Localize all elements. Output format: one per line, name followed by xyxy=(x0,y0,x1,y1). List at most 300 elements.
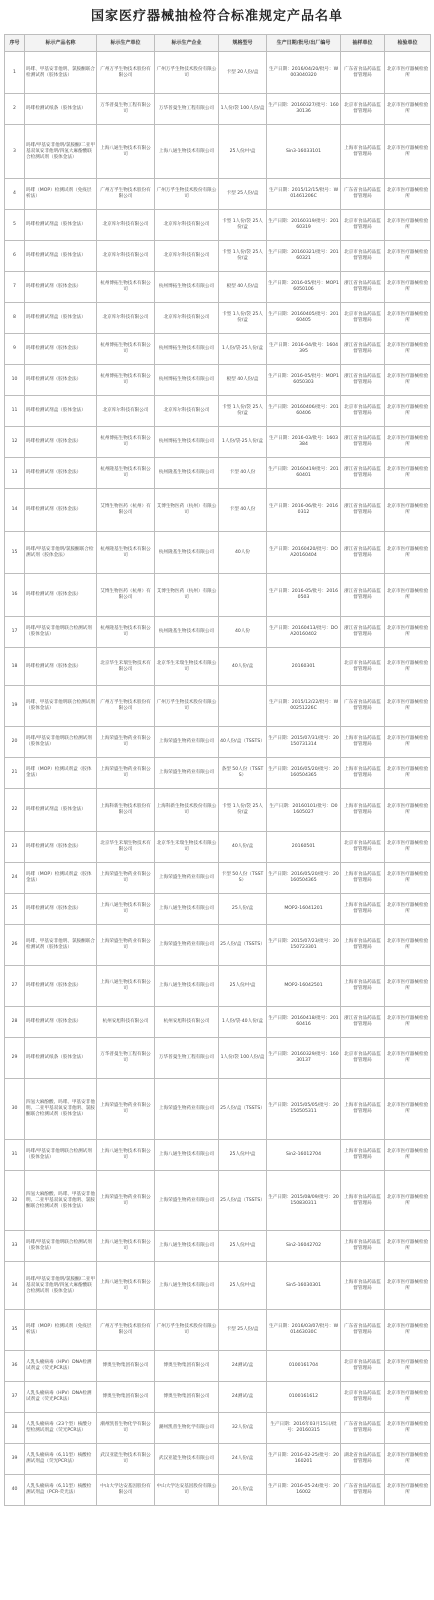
table-cell: 生产日期：2015/08/09/批号：20150830311 xyxy=(267,1171,341,1231)
table-cell: 北京市医疗器械检验所 xyxy=(385,1038,431,1079)
table-cell: 上海八通生物技术有限公司 xyxy=(155,1140,219,1171)
table-cell: 26 xyxy=(5,925,25,966)
table-row xyxy=(5,966,431,1007)
table-cell: 板型 40人份/盒 xyxy=(219,365,267,396)
table-cell: 北京市食品药品监督管理局 xyxy=(341,648,385,686)
table-cell: 北京市医疗器械检验所 xyxy=(385,1079,431,1140)
table-cell: 广东省食品药品监督管理局 xyxy=(341,686,385,727)
table-cell: 北京市医疗器械检验所 xyxy=(385,1007,431,1038)
table-header-row xyxy=(5,35,431,52)
table-cell: 杭州博拓生物技术有限公司 xyxy=(155,334,219,365)
table-cell: 30 xyxy=(5,1079,25,1140)
table-cell: 北京市医疗器械检验所 xyxy=(385,1351,431,1382)
table-cell: 2 xyxy=(5,94,25,125)
table-cell: 博奥生物集团有限公司 xyxy=(97,1351,155,1382)
table-cell: 艾博生物医药（杭州）有限公司 xyxy=(97,489,155,532)
table-cell: 人乳头瘤病毒（6,11型）核酸检测试剂盒（荧光PCR法） xyxy=(25,1444,97,1475)
table-cell: 14 xyxy=(5,489,25,532)
table-cell: 吗啡检测试剂（胶体金法） xyxy=(25,1007,97,1038)
table-cell: 卡型 25人份/盒 xyxy=(219,179,267,210)
table-row xyxy=(5,179,431,210)
table-cell: 上海八通生物技术有限公司 xyxy=(155,894,219,925)
table-cell: 吗啡、甲基安非他明、氯胺酮联合检测试剂（胶体金法） xyxy=(25,52,97,94)
table-cell: 四氢大麻酚酸、吗啡、甲基安非他明、二亚甲基双氧安非他明、氯胺酮联合检测试剂（胶体金法） xyxy=(25,1171,97,1231)
table-cell: 上海科新生物技术股份有限公司 xyxy=(97,789,155,832)
table-cell: 吗啡检测试剂（胶体金法） xyxy=(25,489,97,532)
table-cell: 博奥生物集团有限公司 xyxy=(155,1351,219,1382)
table-cell: 35 xyxy=(5,1310,25,1351)
table-cell: 上海市食品药品监督管理局 xyxy=(341,727,385,758)
table-row xyxy=(5,334,431,365)
header-cell: 标示产品名称 xyxy=(25,35,97,52)
table-cell: 16 xyxy=(5,574,25,617)
table-cell: 浙江省食品药品监督管理局 xyxy=(341,617,385,648)
table-cell: 上海八通生物技术有限公司 xyxy=(97,1140,155,1171)
table-cell: 北京市医疗器械检验所 xyxy=(385,894,431,925)
table-cell: 北京市医疗器械检验所 xyxy=(385,334,431,365)
product-table xyxy=(4,34,431,1506)
table-cell: 上海八通生物技术有限公司 xyxy=(155,1262,219,1310)
table-cell: 武汉亚能生物技术有限公司 xyxy=(155,1444,219,1475)
table-cell: 生产日期：2016-03/批号：1603384 xyxy=(267,427,341,458)
table-cell: 杭州隆基生物技术有限公司 xyxy=(155,458,219,489)
table-cell: 北京华生禾瑞生物技术有限公司 xyxy=(155,648,219,686)
table-cell: 生产日期：20160329/批号：16030137 xyxy=(267,1038,341,1079)
table-cell: 广东省食品药品监督管理局 xyxy=(341,52,385,94)
table-cell: 10 xyxy=(5,365,25,396)
table-row xyxy=(5,758,431,789)
table-cell: 浙江省食品药品监督管理局 xyxy=(341,489,385,532)
table-cell: 上海荣盛生物药业有限公司 xyxy=(155,758,219,789)
table-cell: 杭州隆基生物技术有限公司 xyxy=(97,458,155,489)
table-cell: 北京市医疗器械检验所 xyxy=(385,1310,431,1351)
table-cell: 潮州凯普生物化学有限公司 xyxy=(97,1413,155,1444)
table-cell: 北京市食品药品监督管理局 xyxy=(341,832,385,863)
table-cell: 上海市食品药品监督管理局 xyxy=(341,1079,385,1140)
table-cell: 上海八通生物技术有限公司 xyxy=(155,125,219,179)
table-cell: 上海八通生物技术有限公司 xyxy=(97,1262,155,1310)
table-cell: 上海八通生物技术有限公司 xyxy=(97,1231,155,1262)
table-row xyxy=(5,1475,431,1506)
table-cell: 上海八通生物技术有限公司 xyxy=(97,125,155,179)
table-cell: 吗啡检测试剂（胶体金法） xyxy=(25,427,97,458)
table-cell: 北京库尔科技有限公司 xyxy=(97,396,155,427)
table-cell: 1人份/袋·25人份/盒 xyxy=(219,427,267,458)
table-cell: 北京市医疗器械检验所 xyxy=(385,1444,431,1475)
table-cell: 卡型 1人份/袋 25人份/盒 xyxy=(219,303,267,334)
table-cell: 艾博生物医药（杭州）有限公司 xyxy=(97,574,155,617)
table-cell: 吗啡、甲基安非他明联合检测试剂（胶体金法） xyxy=(25,686,97,727)
table-cell: 上海荣盛生物药业有限公司 xyxy=(155,863,219,894)
header-cell: 生产日期/批号/出厂编号 xyxy=(267,35,341,52)
table-cell: 中山大学达安基因股份有限公司 xyxy=(97,1475,155,1506)
table-cell: 13 xyxy=(5,458,25,489)
table-cell: 吗啡检测试剂（胶体金法） xyxy=(25,458,97,489)
table-cell: 北京市医疗器械检验所 xyxy=(385,489,431,532)
table-cell: 上海八通生物技术有限公司 xyxy=(97,966,155,1007)
table-row xyxy=(5,1231,431,1262)
table-cell: 17 xyxy=(5,617,25,648)
table-cell: 广州万孚生物技术股份有限公司 xyxy=(97,1310,155,1351)
table-cell: 广州万孚生物技术股份有限公司 xyxy=(155,1310,219,1351)
table-cell: 4 xyxy=(5,179,25,210)
table-cell xyxy=(219,574,267,617)
table-cell: 上海荣盛生物药业有限公司 xyxy=(97,1079,155,1140)
table-cell: 万华普曼生物工程有限公司 xyxy=(155,94,219,125)
table-cell: 北京华生禾瑞生物技术有限公司 xyxy=(97,648,155,686)
table-cell: 北京市医疗器械检验所 xyxy=(385,1413,431,1444)
table-cell: 卡型 25人份/盒 xyxy=(219,1310,267,1351)
table-cell: 人乳头瘤病毒（23个型）核酸分型检测试剂盒（荧光PCR法） xyxy=(25,1413,97,1444)
table-cell: 23 xyxy=(5,832,25,863)
table-cell: 北京市食品药品监督管理局 xyxy=(341,210,385,241)
table-cell: 8 xyxy=(5,303,25,334)
table-cell: 浙江省食品药品监督管理局 xyxy=(341,532,385,574)
table-cell: 25人份/中盒 xyxy=(219,1231,267,1262)
table-cell: 北京市医疗器械检验所 xyxy=(385,863,431,894)
table-cell: 北京市医疗器械检验所 xyxy=(385,427,431,458)
table-cell: 艾博生物医药（杭州）有限公司 xyxy=(155,574,219,617)
table-cell: 上海科新生物技术股份有限公司 xyxy=(155,789,219,832)
table-cell: 1 xyxy=(5,52,25,94)
table-row xyxy=(5,832,431,863)
table-row xyxy=(5,648,431,686)
table-cell: 北京市食品药品监督管理局 xyxy=(341,1351,385,1382)
table-cell: 杭州安旭科技有限公司 xyxy=(155,1007,219,1038)
table-cell: 生产日期：2016年03月15日/批号：20160315 xyxy=(267,1413,341,1444)
table-cell: 卡型 20人份/盒 xyxy=(219,52,267,94)
table-cell: 北京市食品药品监督管理局 xyxy=(341,396,385,427)
table-row xyxy=(5,1413,431,1444)
table-cell: 吗啡（MOP）检测试剂（免疫层析法） xyxy=(25,179,97,210)
table-cell: 吗啡/甲基安非他明联合检测试剂（胶体金法） xyxy=(25,1140,97,1171)
table-row xyxy=(5,727,431,758)
table-cell: 9 xyxy=(5,334,25,365)
table-cell: 上海市食品药品监督管理局 xyxy=(341,758,385,789)
table-cell: 1人份/袋·40人份/盒 xyxy=(219,1007,267,1038)
table-cell: 25人份/盒 xyxy=(219,894,267,925)
table-cell: 吗啡（MOP）检测试剂盒（胶体金法） xyxy=(25,758,97,789)
table-cell: 上海荣盛生物药业有限公司 xyxy=(97,758,155,789)
table-cell: MOP2-16042501 xyxy=(267,966,341,1007)
table-cell: 19 xyxy=(5,686,25,727)
table-cell: 北京市医疗器械检验所 xyxy=(385,365,431,396)
table-cell: 北京市医疗器械检验所 xyxy=(385,966,431,1007)
table-row xyxy=(5,532,431,574)
table-cell: 北京市医疗器械检验所 xyxy=(385,1262,431,1310)
table-cell: 广州万孚生物技术股份有限公司 xyxy=(97,686,155,727)
table-cell: 生产日期：2016/05/20/批号：20160504365 xyxy=(267,758,341,789)
table-cell: 广东省食品药品监督管理局 xyxy=(341,179,385,210)
table-cell: 32 xyxy=(5,1171,25,1231)
table-cell: 24测试/盒 xyxy=(219,1351,267,1382)
table-row xyxy=(5,396,431,427)
table-cell: 生产日期：20160319/批号：20160319 xyxy=(267,210,341,241)
table-cell: 20160501 xyxy=(267,832,341,863)
table-cell: 北京库尔科技有限公司 xyxy=(155,396,219,427)
table-cell: 24 xyxy=(5,863,25,894)
table-cell: 浙江省食品药品监督管理局 xyxy=(341,458,385,489)
table-cell: 31 xyxy=(5,1140,25,1171)
table-cell: 北京市医疗器械检验所 xyxy=(385,1140,431,1171)
table-cell: 条型 50人份（TSSTS） xyxy=(219,758,267,789)
table-row xyxy=(5,489,431,532)
table-cell: 上海荣盛生物药业有限公司 xyxy=(155,925,219,966)
table-row xyxy=(5,1351,431,1382)
table-cell: 生产日期：2016/04/20/批号：W003040320 xyxy=(267,52,341,94)
table-cell: 上海市食品药品监督管理局 xyxy=(341,789,385,832)
table-cell: 吗啡检测试剂（胶体金法） xyxy=(25,894,97,925)
table-cell: 北京市医疗器械检验所 xyxy=(385,1382,431,1413)
table-cell: 浙江省食品药品监督管理局 xyxy=(341,334,385,365)
table-cell: 20人份/盒 xyxy=(219,1475,267,1506)
table-cell: 卡型 1人份/袋 25人份/盒 xyxy=(219,241,267,272)
table-cell: 北京库尔科技有限公司 xyxy=(155,303,219,334)
table-cell: 29 xyxy=(5,1038,25,1079)
table-cell: 北京市医疗器械检验所 xyxy=(385,94,431,125)
table-cell: 生产日期：2015/12/22/批号：W00251226C xyxy=(267,686,341,727)
table-cell: 广州万孚生物技术股份有限公司 xyxy=(97,179,155,210)
table-cell: 25人份/中盒 xyxy=(219,1262,267,1310)
table-cell: 生产日期：20160419/批号：20160401 xyxy=(267,458,341,489)
table-cell: 生产日期：20160418/批号：20160416 xyxy=(267,1007,341,1038)
table-row xyxy=(5,125,431,179)
table-cell: 杭州安旭科技有限公司 xyxy=(97,1007,155,1038)
header-cell: 序号 xyxy=(5,35,25,52)
table-cell: 28 xyxy=(5,1007,25,1038)
header-cell: 抽样单位 xyxy=(341,35,385,52)
table-cell: 吗啡检测试剂盒（胶体金法） xyxy=(25,210,97,241)
table-cell: 北京市医疗器械检验所 xyxy=(385,925,431,966)
table-cell: 上海荣盛生物药业有限公司 xyxy=(155,1079,219,1140)
table-cell: 12 xyxy=(5,427,25,458)
table-cell: 广州万孚生物技术股份有限公司 xyxy=(155,52,219,94)
table-cell: 24测试/盒 xyxy=(219,1382,267,1413)
table-cell: 浙江省食品药品监督管理局 xyxy=(341,365,385,396)
table-cell: 北京市食品药品监督管理局 xyxy=(341,1382,385,1413)
table-cell: 北京市医疗器械检验所 xyxy=(385,241,431,272)
table-cell: 北京市食品药品监督管理局 xyxy=(341,94,385,125)
table-cell: 40人份 xyxy=(219,617,267,648)
table-cell: 吗啡、甲基安非他明、氯胺酮联合检测试剂（胶体金法） xyxy=(25,925,97,966)
table-cell: 24人份/盒 xyxy=(219,1444,267,1475)
table-cell: 北京市医疗器械检验所 xyxy=(385,1475,431,1506)
table-body xyxy=(5,52,431,1506)
table-cell: 广东省食品药品监督管理局 xyxy=(341,1310,385,1351)
table-cell: 上海市食品药品监督管理局 xyxy=(341,1140,385,1171)
table-cell: 吗啡检测试纸条（胶体金法） xyxy=(25,1038,97,1079)
table-cell: 生产日期：2016-05/批号：20160503 xyxy=(267,574,341,617)
table-cell: 生产日期：20160327/批号：16030136 xyxy=(267,94,341,125)
table-cell: 北京市医疗器械检验所 xyxy=(385,758,431,789)
table-cell: 20 xyxy=(5,727,25,758)
table-cell: 18 xyxy=(5,648,25,686)
table-row xyxy=(5,427,431,458)
table-cell: 生产日期：2016-05-24/批号：2016002 xyxy=(267,1475,341,1506)
table-cell: 吗啡/甲基安非他明联合检测试剂（胶体金法） xyxy=(25,617,97,648)
table-row xyxy=(5,1171,431,1231)
table-cell: 北京市医疗器械检验所 xyxy=(385,303,431,334)
page-title: 国家医疗器械抽检符合标准规定产品名单 xyxy=(90,9,343,24)
table-cell: 北京市医疗器械检验所 xyxy=(385,574,431,617)
table-cell: 杭州隆基生物技术有限公司 xyxy=(155,532,219,574)
table-cell: 北京市医疗器械检验所 xyxy=(385,648,431,686)
table-cell: 22 xyxy=(5,789,25,832)
table-row xyxy=(5,94,431,125)
table-row xyxy=(5,1382,431,1413)
table-cell: 博奥生物集团有限公司 xyxy=(155,1382,219,1413)
table-cell: 生产日期：20160405/批号：20160405 xyxy=(267,303,341,334)
table-cell: 吗啡检测试剂（胶体金法） xyxy=(25,648,97,686)
table-cell: 北京市医疗器械检验所 xyxy=(385,727,431,758)
table-row xyxy=(5,272,431,303)
table-cell: 北京市食品药品监督管理局 xyxy=(341,1038,385,1079)
table-row xyxy=(5,863,431,894)
table-cell: 生产日期：2015/05/05/批号：20150505311 xyxy=(267,1079,341,1140)
table-cell: 15 xyxy=(5,532,25,574)
table-cell: 北京市食品药品监督管理局 xyxy=(341,303,385,334)
table-cell: 吗啡检测试剂盒（胶体金法） xyxy=(25,241,97,272)
table-cell: 北京市医疗器械检验所 xyxy=(385,789,431,832)
table-cell: 33 xyxy=(5,1231,25,1262)
table-cell: 杭州隆基生物技术有限公司 xyxy=(97,532,155,574)
table-cell: 北京市医疗器械检验所 xyxy=(385,52,431,94)
table-cell: 北京市医疗器械检验所 xyxy=(385,532,431,574)
table-cell: 武汉亚能生物技术有限公司 xyxy=(97,1444,155,1475)
table-cell: 生产日期：2015/07/31/批号：20150731314 xyxy=(267,727,341,758)
table-cell: 上海荣盛生物药业有限公司 xyxy=(97,925,155,966)
table-cell: 上海荣盛生物药业有限公司 xyxy=(97,863,155,894)
table-cell: 20160301 xyxy=(267,648,341,686)
table-cell: 吗啡（MOP）检测试剂（免疫层析法） xyxy=(25,1310,97,1351)
table-cell: 杭州隆基生物技术有限公司 xyxy=(97,617,155,648)
table-cell: 吗啡检测试剂盒（胶体金法） xyxy=(25,396,97,427)
table-cell: 38 xyxy=(5,1413,25,1444)
table-cell: 上海荣盛生物药业有限公司 xyxy=(155,1171,219,1231)
table-cell: 36 xyxy=(5,1351,25,1382)
table-row xyxy=(5,789,431,832)
table-cell: 潮州凯普生物化学有限公司 xyxy=(155,1413,219,1444)
table-cell: 25 xyxy=(5,894,25,925)
table-cell: 吗啡检测试剂盒（胶体金法） xyxy=(25,303,97,334)
table-row xyxy=(5,303,431,334)
table-cell: 人乳头瘤病毒（HPV）DNA检测试剂盒（荧光PCR法） xyxy=(25,1382,97,1413)
table-cell: 0100161612 xyxy=(267,1382,341,1413)
table-cell: 5 xyxy=(5,210,25,241)
table-cell: 艾博生物医药（杭州）有限公司 xyxy=(155,489,219,532)
table-cell: 北京市医疗器械检验所 xyxy=(385,125,431,179)
table-cell: 生产日期：20160406/批号：20160406 xyxy=(267,396,341,427)
table-cell: 1人份/袋·25人份/盒 xyxy=(219,334,267,365)
table-row xyxy=(5,1007,431,1038)
table-row xyxy=(5,617,431,648)
table-cell: 32人份/盒 xyxy=(219,1413,267,1444)
table-row xyxy=(5,210,431,241)
table-cell: 上海市食品药品监督管理局 xyxy=(341,863,385,894)
table-cell: 杭州博拓生物技术有限公司 xyxy=(97,272,155,303)
table-row xyxy=(5,1038,431,1079)
table-cell: 吗啡/甲基安非他明/氯胺酮/二亚甲基双氧安非他明/四氢大麻酚酸联合检测试剂（胶体金法） xyxy=(25,1262,97,1310)
table-cell: 板型 40人份/盒 xyxy=(219,272,267,303)
table-cell: 北京市医疗器械检验所 xyxy=(385,832,431,863)
table-cell: 北京华生禾瑞生物技术有限公司 xyxy=(155,832,219,863)
table-cell: 卡型 40人份 xyxy=(219,489,267,532)
table-cell: 北京库尔科技有限公司 xyxy=(97,241,155,272)
table-cell: 吗啡/甲基安非他明联合检测试剂（胶体金法） xyxy=(25,1231,97,1262)
table-cell: 北京市医疗器械检验所 xyxy=(385,396,431,427)
table-cell: 吗啡检测试剂（胶体金法） xyxy=(25,365,97,396)
table-cell: 上海荣盛生物药业有限公司 xyxy=(97,727,155,758)
table-cell: 北京市医疗器械检验所 xyxy=(385,1231,431,1262)
table-cell: 浙江省食品药品监督管理局 xyxy=(341,427,385,458)
table-cell: 27 xyxy=(5,966,25,1007)
table-cell: 杭州博拓生物技术有限公司 xyxy=(97,334,155,365)
table-cell: 万华普曼生物工程有限公司 xyxy=(97,1038,155,1079)
table-cell: 人乳头瘤病毒（HPV）DNA检测试剂盒（荧光PCR法） xyxy=(25,1351,97,1382)
table-cell: Sin5-16030301 xyxy=(267,1262,341,1310)
table-cell: 上海八通生物技术有限公司 xyxy=(155,1231,219,1262)
table-cell: 吗啡检测试纸条（胶体金法） xyxy=(25,94,97,125)
header-cell: 检验单位 xyxy=(385,35,431,52)
table-cell: 上海市食品药品监督管理局 xyxy=(341,1231,385,1262)
table-cell: 浙江省食品药品监督管理局 xyxy=(341,574,385,617)
table-cell: 北京市医疗器械检验所 xyxy=(385,617,431,648)
table-cell: 吗啡检测试剂盒（胶体金法） xyxy=(25,789,97,832)
table-row xyxy=(5,458,431,489)
table-cell xyxy=(219,686,267,727)
table-cell: 湖北省食品药品监督管理局 xyxy=(341,1444,385,1475)
table-row xyxy=(5,52,431,94)
table-cell: 40人份/盒（TSSTS） xyxy=(219,727,267,758)
table-cell: 25人份/中盒 xyxy=(219,1140,267,1171)
table-cell: Sin3-16033101 xyxy=(267,125,341,179)
table-cell: 生产日期：2016-04/批号：1604395 xyxy=(267,334,341,365)
table-cell: 北京市医疗器械检验所 xyxy=(385,1171,431,1231)
table-cell: 北京市食品药品监督管理局 xyxy=(341,241,385,272)
table-cell: 杭州博拓生物技术有限公司 xyxy=(155,272,219,303)
table-cell: 上海市食品药品监督管理局 xyxy=(341,894,385,925)
table-row xyxy=(5,365,431,396)
table-row xyxy=(5,925,431,966)
table-cell: 杭州博拓生物技术有限公司 xyxy=(155,365,219,396)
table-cell: 生产日期：20160101/批号：D01605027 xyxy=(267,789,341,832)
table-cell: 上海市食品药品监督管理局 xyxy=(341,925,385,966)
table-cell: 39 xyxy=(5,1444,25,1475)
table-cell: 广州万孚生物技术股份有限公司 xyxy=(97,52,155,94)
table-cell: 浙江省食品药品监督管理局 xyxy=(341,1007,385,1038)
table-cell: 卡型 1人份/袋 25人份/盒 xyxy=(219,789,267,832)
table-cell: 37 xyxy=(5,1382,25,1413)
header-cell: 规格型号 xyxy=(219,35,267,52)
table-cell: 四氢大麻酚酸、吗啡、甲基安非他明、二亚甲基双氧安非他明、氯胺酮联合检测试剂（胶体金法） xyxy=(25,1079,97,1140)
table-cell: 上海市食品药品监督管理局 xyxy=(341,1262,385,1310)
table-cell: 21 xyxy=(5,758,25,789)
table-row xyxy=(5,1310,431,1351)
table-cell: 广州万孚生物技术股份有限公司 xyxy=(155,179,219,210)
table-cell: MOP2-16041201 xyxy=(267,894,341,925)
table-row xyxy=(5,1140,431,1171)
table-cell: 25人份/盒（TSSTS） xyxy=(219,1171,267,1231)
table-cell: 生产日期：2016-02-25/批号：20160201 xyxy=(267,1444,341,1475)
table-cell: 34 xyxy=(5,1262,25,1310)
table-cell: 杭州博拓生物技术有限公司 xyxy=(97,427,155,458)
table-cell: 浙江省食品药品监督管理局 xyxy=(341,272,385,303)
table-cell: 中山大学达安基因股份有限公司 xyxy=(155,1475,219,1506)
table-cell: 北京库尔科技有限公司 xyxy=(97,303,155,334)
table-row xyxy=(5,894,431,925)
table-cell: 吗啡/甲基安非他明联合检测试剂（胶体金法） xyxy=(25,727,97,758)
table-cell: Sin2-16042702 xyxy=(267,1231,341,1262)
